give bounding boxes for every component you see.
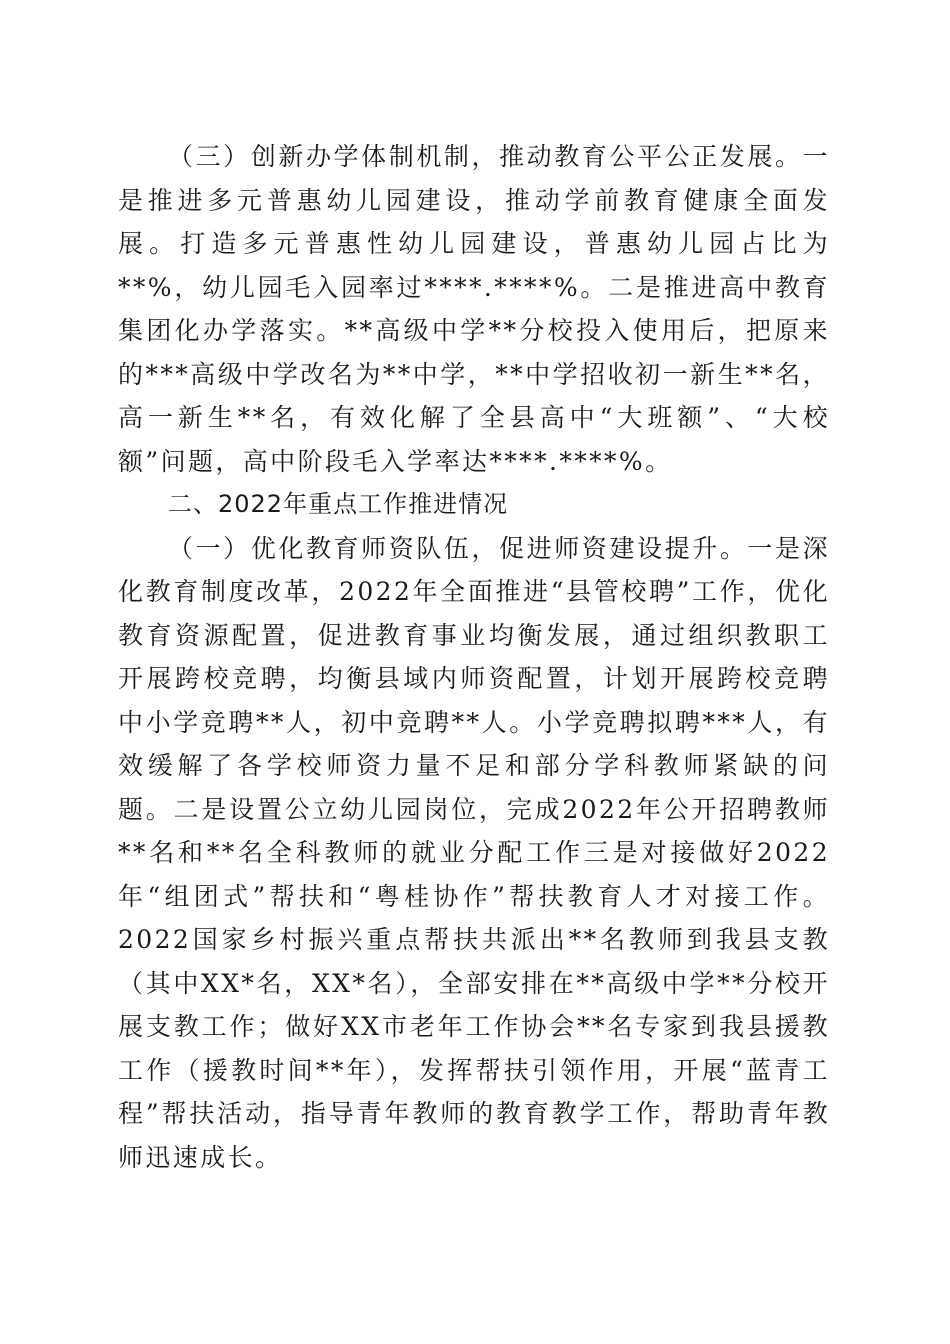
paragraph-text: 一是推进多元普惠幼儿园建设，推动学前教育健康全面发展。打造多元普惠性幼儿园建设，普惠幼儿园占比为**%，幼儿园毛入园率过****.****%。二是推进高中教育集团化办学落实。**高级中学**分校投入使用后，把原来的***高级中学改名为**中学，**中学招收初一新生**名，高一新生**名，有效化解了全县高中“大班额”、“大校额”问题，高中阶段毛入学率达****.****%。	[118, 142, 830, 476]
section-heading: 二、2022年重点工作推进情况	[168, 490, 509, 518]
paragraph-teacher-team	[118, 527, 830, 1180]
paragraph-lead: （一）优化教育师资队伍，促进师资建设提升。	[168, 533, 748, 563]
document-body	[118, 135, 830, 1179]
paragraph-text: 一是深化教育制度改革，2022年全面推进“县管校聘”工作，优化教育资源配置，促进教育事业均衡发展，通过组织教职工开展跨校竞聘，均衡县域内师资配置，计划开展跨校竞聘中小学竞聘**人，初中竞聘**人。小学竞聘拟聘***人，有效缓解了各学校师资力量不足和部分学科教师紧缺的问题。二是设置公立幼儿园岗位，完成2022年公开招聘教师**名和**名全科教师的就业分配工作三是对接做好2022年“组团式”帮扶和“粤桂协作”帮扶教育人才对接工作。2022国家乡村振兴重点帮扶共派出**名教师到我县支教（其中XX*名，XX*名），全部安排在**高级中学**分校开展支教工作；做好XX市老年工作协会**名专家到我县援教工作（援教时间**年），发挥帮扶引领作用，开展“蓝青工程”帮扶活动，指导青年教师的教育教学工作，帮助青年教师迅速成长。	[118, 533, 831, 1172]
paragraph-lead: （三）创新办学体制机制，推动教育公平公正发展。	[168, 142, 803, 171]
paragraph-innovation-school-system	[118, 135, 830, 483]
